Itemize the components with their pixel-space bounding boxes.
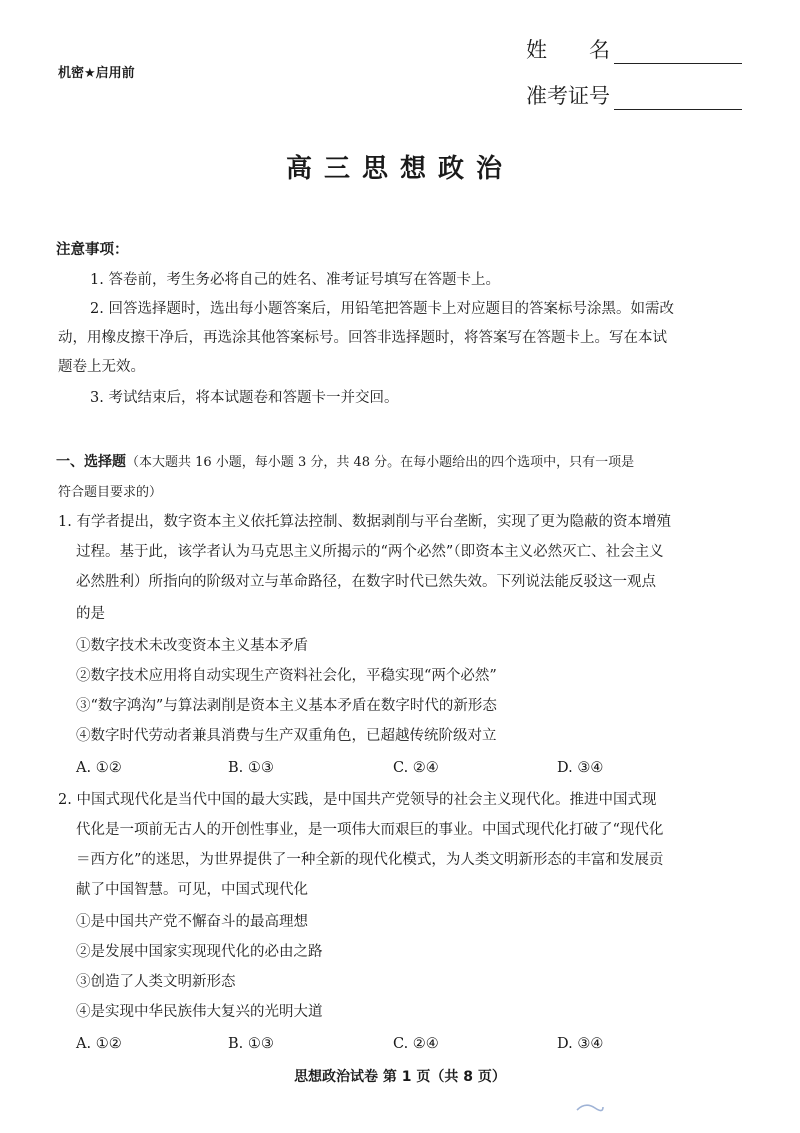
q1-statement-4: ④数字时代劳动者兼具消费与生产双重角色，已超越传统阶级对立 bbox=[76, 728, 497, 744]
page-title: 高三思想政治 bbox=[285, 154, 514, 184]
q2-stem-line-4: 献了中国智慧。可见，中国式现代化 bbox=[76, 882, 308, 898]
exam-id-field[interactable] bbox=[526, 80, 742, 110]
q2-statement-4: ④是实现中华民族伟大复兴的光明大道 bbox=[76, 1004, 323, 1020]
notice-item-3: 3. 考试结束后，将本试题卷和答题卡一并交回。 bbox=[90, 390, 399, 406]
q2-option-a[interactable]: A. ①② bbox=[76, 1036, 122, 1052]
q2-option-d[interactable]: D. ③④ bbox=[557, 1036, 604, 1052]
q1-option-c[interactable]: C. ②④ bbox=[393, 760, 439, 776]
q2-statement-3: ③创造了人类文明新形态 bbox=[76, 974, 236, 990]
section-1-heading: 一、选择题 bbox=[56, 454, 126, 470]
exam-id-blank[interactable] bbox=[614, 89, 742, 110]
q1-statement-1: ①数字技术未改变资本主义基本矛盾 bbox=[76, 638, 308, 654]
q2-stem-line-2: 代化是一项前无古人的开创性事业，是一项伟大而艰巨的事业。中国式现代化打破了“现代化 bbox=[76, 822, 664, 838]
q2-option-b[interactable]: B. ①③ bbox=[228, 1036, 274, 1052]
scan-smudge-mark bbox=[575, 1102, 605, 1114]
notice-item-1: 1. 答卷前，考生务必将自己的姓名、准考证号填写在答题卡上。 bbox=[90, 272, 500, 288]
q1-option-b[interactable]: B. ①③ bbox=[228, 760, 274, 776]
section-1-description-line-2: 符合题目要求的） bbox=[58, 485, 163, 500]
q1-statement-3: ③“数字鸿沟”与算法剥削是资本主义基本矛盾在数字时代的新形态 bbox=[76, 698, 497, 714]
confidential-label: 机密★启用前 bbox=[58, 66, 135, 81]
notice-item-2-line-1: 2. 回答选择题时，选出每小题答案后，用铅笔把答题卡上对应题目的答案标号涂黑。如需改 bbox=[90, 301, 674, 317]
name-blank[interactable] bbox=[614, 43, 742, 64]
section-1-header bbox=[56, 448, 634, 477]
q2-statement-1: ①是中国共产党不懈奋斗的最高理想 bbox=[76, 914, 308, 930]
q1-stem-line-4: 的是 bbox=[76, 606, 105, 622]
notice-item-2-line-2: 动，用橡皮擦干净后，再选涂其他答案标号。回答非选择题时，将答案写在答题卡上。写在本试 bbox=[58, 330, 667, 346]
q1-option-d[interactable]: D. ③④ bbox=[557, 760, 604, 776]
q2-option-c[interactable]: C. ②④ bbox=[393, 1036, 439, 1052]
notice-item-2-line-3: 题卷上无效。 bbox=[58, 359, 145, 375]
name-field[interactable] bbox=[526, 34, 742, 64]
name-label: 姓 名 bbox=[526, 38, 610, 62]
notice-heading: 注意事项： bbox=[56, 242, 129, 258]
q1-option-a[interactable]: A. ①② bbox=[76, 760, 122, 776]
q2-statement-2: ②是发展中国家实现现代化的必由之路 bbox=[76, 944, 323, 960]
q2-stem-line-3: ＝西方化”的迷思，为世界提供了一种全新的现代化模式，为人类文明新形态的丰富和发展贡 bbox=[76, 852, 664, 868]
q1-stem-line-3: 必然胜利）所指向的阶级对立与革命路径，在数字时代已然失效。下列说法能反驳这一观点 bbox=[76, 574, 656, 590]
q1-stem-line-1: 1. 有学者提出，数字资本主义依托算法控制、数据剥削与平台垄断，实现了更为隐蔽的资本增殖 bbox=[58, 514, 671, 530]
q1-statement-2: ②数字技术应用将自动实现生产资料社会化，平稳实现“两个必然” bbox=[76, 668, 497, 684]
q1-stem-line-2: 过程。基于此，该学者认为马克思主义所揭示的“两个必然”（即资本主义必然灭亡、社会主义 bbox=[76, 544, 664, 560]
section-1-description: （本大题共 16 小题，每小题 3 分，共 48 分。在每小题给出的四个选项中，只有一项是 bbox=[126, 455, 635, 470]
page-footer: 思想政治试卷 第 1 页（共 8 页） bbox=[294, 1069, 506, 1085]
q2-stem-line-1: 2. 中国式现代化是当代中国的最大实践，是中国共产党领导的社会主义现代化。推进中国式现 bbox=[58, 792, 657, 808]
exam-id-label: 准考证号 bbox=[526, 84, 610, 108]
